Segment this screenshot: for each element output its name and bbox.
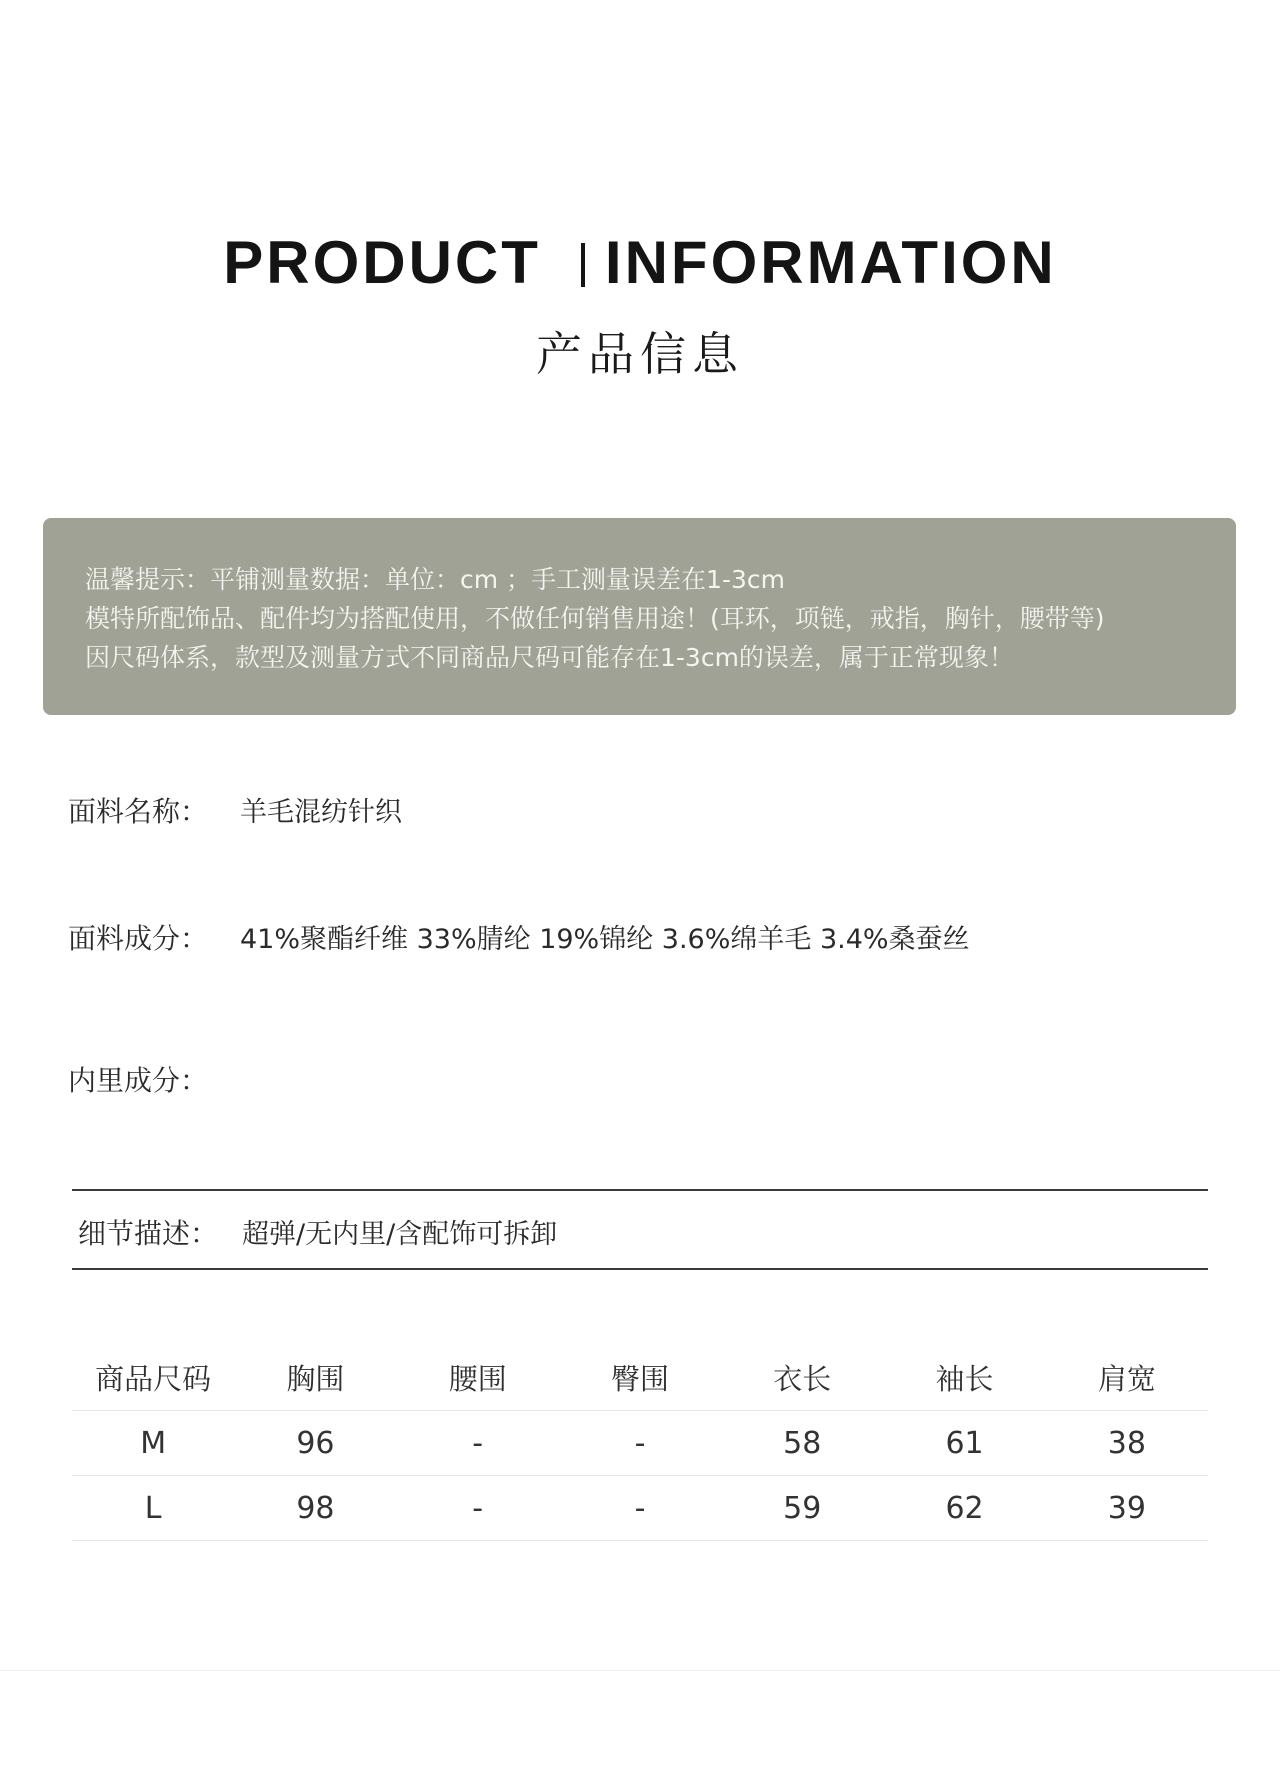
bottom-divider [0, 1670, 1280, 1671]
cell-sleeve: 61 [883, 1411, 1045, 1476]
details-top-rule [72, 1189, 1208, 1191]
cell-size: M [72, 1411, 234, 1476]
lining-label: 内里成分： [68, 1064, 209, 1097]
cell-size: L [72, 1476, 234, 1541]
cell-chest: 98 [234, 1476, 396, 1541]
cell-shoulder: 38 [1046, 1411, 1208, 1476]
cell-length: 58 [721, 1411, 883, 1476]
fabric-name-row [68, 790, 402, 830]
notice-line: 温馨提示：平铺测量数据：单位：cm ；手工测量误差在1-3cm [85, 565, 785, 594]
cell-hip: - [559, 1411, 721, 1476]
header-size: 商品尺码 [72, 1344, 234, 1411]
header-waist: 腰围 [397, 1344, 559, 1411]
details-row [78, 1212, 557, 1252]
cell-chest: 96 [234, 1411, 396, 1476]
notice-line: 因尺码体系，款型及测量方式不同商品尺码可能存在1-3cm的误差，属于正常现象！ [85, 643, 1014, 672]
title-word-product: PRODUCT [223, 229, 541, 296]
details-bottom-rule [72, 1268, 1208, 1270]
fabric-composition-value: 41%聚酯纤维 33%腈纶 19%锦纶 3.6%绵羊毛 3.4%桑蚕丝 [240, 924, 970, 955]
cell-waist: - [397, 1476, 559, 1541]
fabric-composition-row [68, 917, 970, 957]
header-length: 衣长 [721, 1344, 883, 1411]
fabric-name-value: 羊毛混纺针织 [240, 797, 402, 828]
title-word-information: INFORMATION [604, 229, 1057, 296]
cell-hip: - [559, 1476, 721, 1541]
title-separator [581, 243, 585, 287]
cell-sleeve: 62 [883, 1476, 1045, 1541]
page-title-en [0, 228, 1280, 297]
size-table [72, 1344, 1208, 1541]
table-row [72, 1411, 1208, 1476]
details-label: 细节描述： [78, 1217, 219, 1250]
size-table-header-row [72, 1344, 1208, 1411]
header-hip: 臀围 [559, 1344, 721, 1411]
notice-box [43, 518, 1236, 715]
cell-waist: - [397, 1411, 559, 1476]
header-shoulder: 肩宽 [1046, 1344, 1208, 1411]
details-value: 超弹/无内里/含配饰可拆卸 [242, 1219, 558, 1250]
cell-length: 59 [721, 1476, 883, 1541]
table-row [72, 1476, 1208, 1541]
cell-shoulder: 39 [1046, 1476, 1208, 1541]
notice-line: 模特所配饰品、配件均为搭配使用，不做任何销售用途！(耳环，项链，戒指，胸针，腰带等) [85, 604, 1105, 633]
lining-row [68, 1059, 240, 1099]
fabric-composition-label: 面料成分： [68, 922, 209, 955]
fabric-name-label: 面料名称： [68, 795, 209, 828]
header-sleeve: 袖长 [883, 1344, 1045, 1411]
header-chest: 胸围 [234, 1344, 396, 1411]
page-title-zh: 产品信息 [536, 327, 744, 381]
